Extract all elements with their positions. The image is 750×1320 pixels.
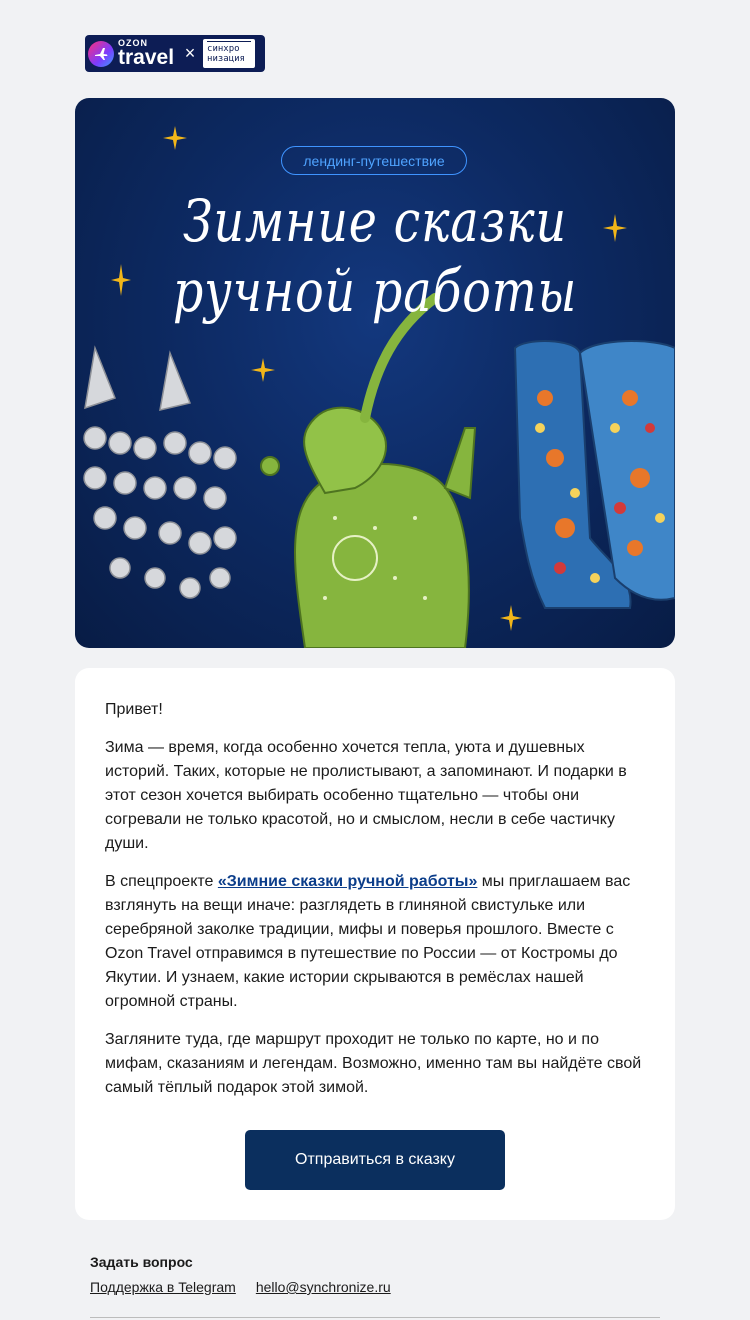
ozon-travel-logo[interactable] — [85, 35, 265, 72]
banner-title-line-2: ручной работы — [172, 257, 578, 325]
greeting-text: Привет! — [105, 701, 163, 718]
sync-line-1: синхро — [207, 44, 240, 54]
footer-question-title: Задать вопрос — [90, 1254, 193, 1270]
project-paragraph-before: В спецпроекте — [105, 873, 218, 890]
email-link[interactable]: hello@synchronize.ru — [255, 1279, 391, 1295]
clay-goat-whistle-illustration — [261, 298, 475, 648]
closing-paragraph: Загляните туда, где маршрут проходит не только по карте, но и по мифам, сказаниям и легендам. Возможно, именно там вы найдёте свой самый тёплый подарок этой зимой. — [105, 1031, 642, 1096]
brand-ozon: OZON — [118, 38, 148, 48]
banner-title — [129, 186, 621, 326]
synchronize-logo — [203, 39, 255, 68]
footer-links — [90, 1279, 391, 1295]
go-to-fairytale-button[interactable]: Отправиться в сказку — [245, 1130, 505, 1190]
telegram-support-link[interactable]: Поддержка в Telegram — [90, 1279, 236, 1295]
project-link[interactable]: «Зимние сказки ручной работы» — [217, 873, 478, 890]
airplane-icon — [88, 41, 114, 67]
sync-line-2: низация — [207, 54, 245, 64]
hero-banner[interactable] — [75, 98, 675, 648]
cross-icon: × — [184, 43, 196, 63]
embroidered-boots-illustration — [515, 341, 675, 608]
project-paragraph — [105, 870, 645, 1014]
brand-travel: travel — [118, 46, 175, 69]
footer-divider — [90, 1317, 660, 1318]
silver-earrings-illustration — [84, 348, 236, 598]
brand-wordmark — [118, 39, 174, 68]
banner-illustration — [75, 98, 675, 648]
banner-tag: лендинг-путешествие — [281, 146, 467, 175]
project-paragraph-after: мы приглашаем вас взглянуть на вещи иначе: разглядеть в глиняной свистульке или серебряной заколке традиции, мифы и поверья прошлого. Вместе с Ozon Travel отправимся в путешествие по России — от Костромы до Якутии. И узнаем, какие истории скрываются в ремёслах нашей огромной страны. — [105, 873, 631, 1010]
banner-title-line-1: Зимние сказки — [183, 187, 567, 255]
intro-paragraph: Зима — время, когда особенно хочется тепла, уюта и душевных историй. Таких, которые не пролистывают, а запоминают. И подарки в этот сезон хочется выбирать особенно тщательно — чтобы они согревали не только красотой, но и смыслом, несли в себе частичку души. — [105, 739, 627, 852]
letter-card — [75, 668, 675, 1220]
